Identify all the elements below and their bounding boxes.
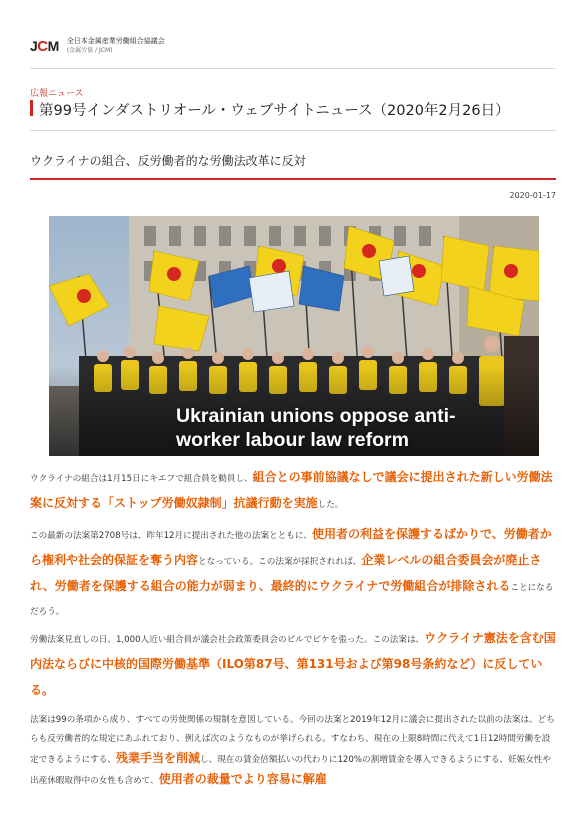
article-date: 2020-01-17	[509, 191, 556, 200]
paragraph-2-highlight-b: 企業レベルの組合委員会が廃止され、労働者を保護する組合の能力が弱まり、最終的にウクライナで労働組合が排除される	[30, 553, 542, 593]
paragraph-1-text-a: ウクライナの組合は1月15日にキエフで組合員を動員し、	[30, 474, 253, 484]
paragraph-3-highlight: ウクライナ憲法を含む国内法ならびに中核的国際労働基準（ILO第87号、第131号および第98号条約など）に反している。	[30, 631, 556, 697]
paragraph-1	[30, 465, 558, 517]
paragraph-1-highlight: 組合との事前協議なしで議会に提出された新しい労働法案に反対する「ストップ労働奴隷制」抗議行動を実施	[30, 470, 553, 510]
paragraph-4-text-b: し、現在の賃金倍額払いの代わりに120%の割増賃金を導入できるようにする、妊娠女性や出産休暇取得中の女性も含めて、	[30, 755, 552, 786]
logo-letter-c: C	[37, 37, 48, 55]
org-subname: (金属労協 / JCM)	[66, 47, 113, 54]
paragraph-1-text-b: した。	[317, 500, 344, 510]
headline-rule	[30, 178, 556, 180]
paragraph-3-text-a: 労働法案見直しの日、1,000人近い組合員が議会社会政策委員会のビルでピケを張った。この法案は、	[30, 635, 425, 645]
page-title: 第99号インダストリオール・ウェブサイトニュース（2020年2月26日）	[39, 103, 510, 119]
jcm-logo[interactable]	[30, 38, 59, 55]
paragraph-2-text-b: となっている。この法案が採択されれば、	[198, 557, 362, 567]
paragraph-2-highlight-a: 使用者の利益を保護するばかりで、労働者から権利や社会的保証を奪う内容	[30, 527, 552, 567]
logo-letter-m: M	[47, 37, 59, 54]
article-headline: ウクライナの組合、反労働者的な労働法改革に反対	[30, 154, 306, 168]
paragraph-2	[30, 522, 558, 624]
paragraph-4-highlight-a: 残業手当を削減	[115, 751, 200, 765]
logo-letter-j: J	[30, 37, 38, 54]
site-header	[30, 36, 165, 56]
org-name: 全日本金属産業労働組合協議会	[66, 37, 165, 45]
title-accent-bar	[30, 100, 33, 116]
category-label[interactable]: 広報ニュース	[30, 89, 84, 99]
paragraph-2-text-c: ことになるだろう。	[30, 583, 554, 617]
paragraph-4	[30, 711, 558, 791]
paragraph-4-text-a: 法案は99の条項から成り、すべての労使関係の規制を意図している。今回の法案と2019年12月に議会に提出された以前の法案は、どちらも反労働者的な規定にあふれており、例えば次のようなものが挙げられる。すなわち、現在の上限8時間に代えて1日12時間労働を設定できるようにする、	[30, 715, 555, 765]
title-divider	[30, 130, 556, 131]
paragraph-4-highlight-b: 使用者の裁量でより容易に解雇	[158, 772, 327, 786]
photo-caption-line-1: Ukrainian unions oppose anti-	[176, 405, 456, 427]
org-block	[67, 36, 165, 56]
photo-caption-line-2: worker labour law reform	[176, 429, 409, 451]
paragraph-2-text-a: この最新の法案第2708号は、昨年12月に提出された他の法案とともに、	[30, 531, 313, 541]
photo-caption	[176, 404, 506, 452]
header-divider	[30, 68, 556, 69]
paragraph-3	[30, 626, 558, 704]
